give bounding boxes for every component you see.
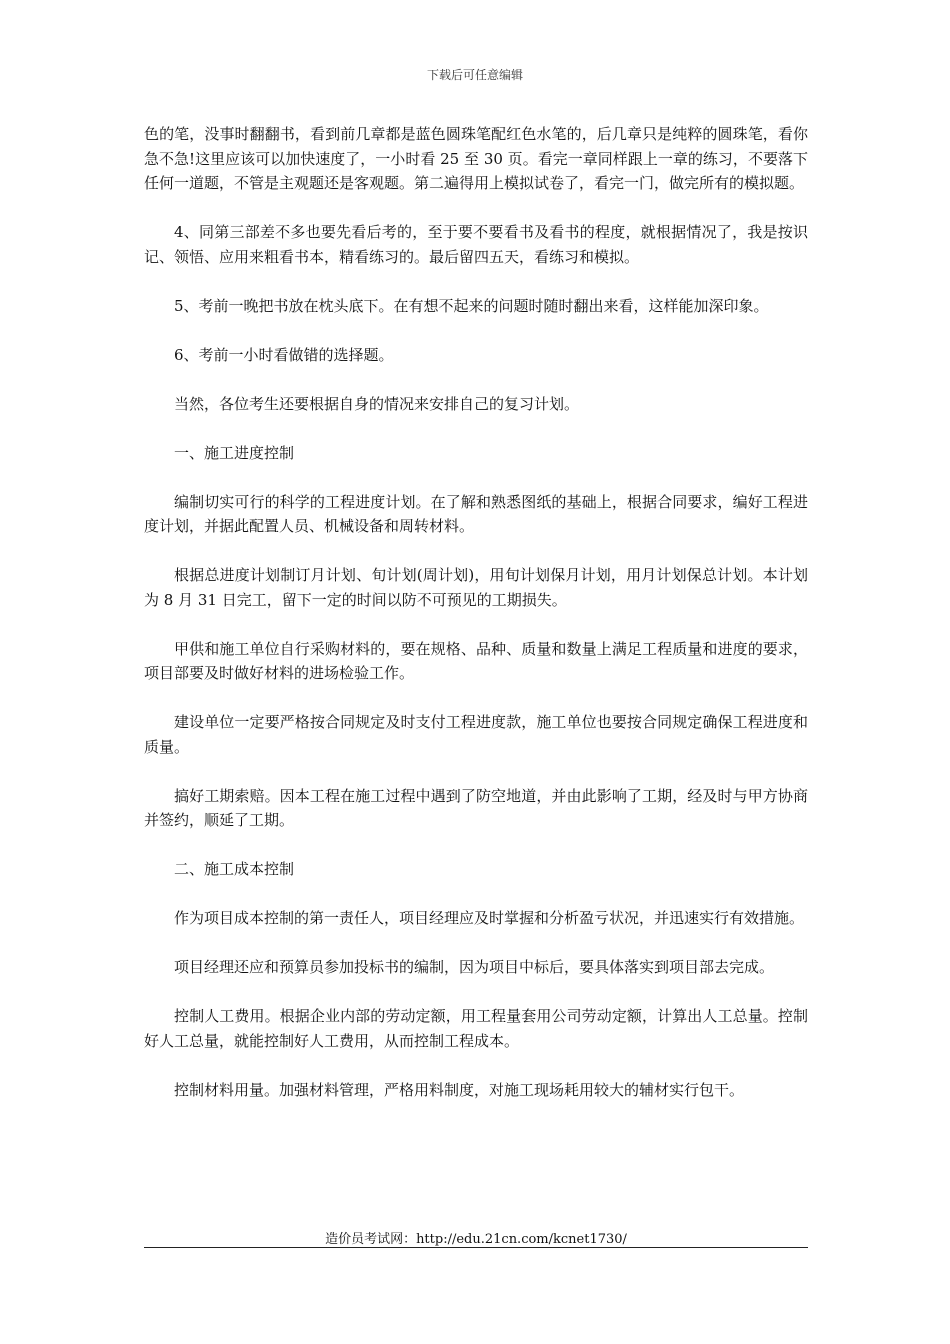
paragraph: 控制人工费用。根据企业内部的劳动定额，用工程量套用公司劳动定额，计算出人工总量。控制好人工总量，就能控制好人工费用，从而控制工程成本。 (144, 1007, 808, 1050)
page-header: 下载后可任意编辑 (426, 68, 523, 82)
paragraph-tip-5: 5、考前一晚把书放在枕头底下。在有想不起来的问题时随时翻出来看，这样能加深印象。 (174, 296, 769, 315)
paragraph-tip-6: 6、考前一小时看做错的选择题。 (174, 345, 394, 364)
section-heading-schedule: 一、施工进度控制 (174, 443, 295, 462)
paragraph: 甲供和施工单位自行采购材料的，要在规格、品种、质量和数量上满足工程质量和进度的要求，项目部要及时做好材料的进场检验工作。 (144, 639, 808, 682)
paragraph: 作为项目成本控制的第一责任人，项目经理应及时掌握和分析盈亏状况，并迅速实行有效措施。 (174, 909, 805, 927)
document-body (144, 122, 808, 1127)
paragraph-tip-4: 4、同第三部差不多也要先看后考的，至于要不要看书及看书的程度，就根据情况了，我是按识记、领悟、应用来粗看书本，精看练习的。最后留四五天，看练习和模拟。 (144, 223, 808, 266)
paragraph: 搞好工期索赔。因本工程在施工过程中遇到了防空地道，并由此影响了工期，经及时与甲方协商并签约，顺延了工期。 (144, 786, 808, 829)
paragraph: 编制切实可行的科学的工程进度计划。在了解和熟悉图纸的基础上，根据合同要求，编好工程进度计划，并据此配置人员、机械设备和周转材料。 (144, 492, 808, 535)
paragraph: 项目经理还应和预算员参加投标书的编制，因为项目中标后，要具体落实到项目部去完成。 (174, 958, 775, 976)
page-footer: 造价员考试网：http://edu.21cn.com/kcnet1730/ (325, 1232, 627, 1247)
paragraph-continuation: 色的笔，没事时翻翻书，看到前几章都是蓝色圆珠笔配红色水笔的，后几章只是纯粹的圆珠笔，看你急不急!这里应该可以加快速度了，一小时看 25 至 30 页。看完一章同样跟上一章的练习，不要落下任何一道题，不管是主观题还是客观题。第二遍得用上模拟试卷了，看完一门，做完所有的模拟题。 (144, 125, 808, 192)
paragraph: 建设单位一定要严格按合同规定及时支付工程进度款，施工单位也要按合同规定确保工程进度和质量。 (144, 713, 808, 756)
paragraph-conclusion: 当然，各位考生还要根据自身的情况来安排自己的复习计划。 (174, 394, 580, 413)
section-heading-cost: 二、施工成本控制 (174, 860, 295, 878)
footer-divider (144, 1247, 808, 1248)
paragraph: 根据总进度计划制订月计划、旬计划(周计划)，用旬计划保月计划，用月计划保总计划。本计划为 8 月 31 日完工，留下一定的时间以防不可预见的工期损失。 (144, 566, 808, 609)
paragraph: 控制材料用量。加强材料管理，严格用料制度，对施工现场耗用较大的辅材实行包干。 (174, 1080, 745, 1099)
